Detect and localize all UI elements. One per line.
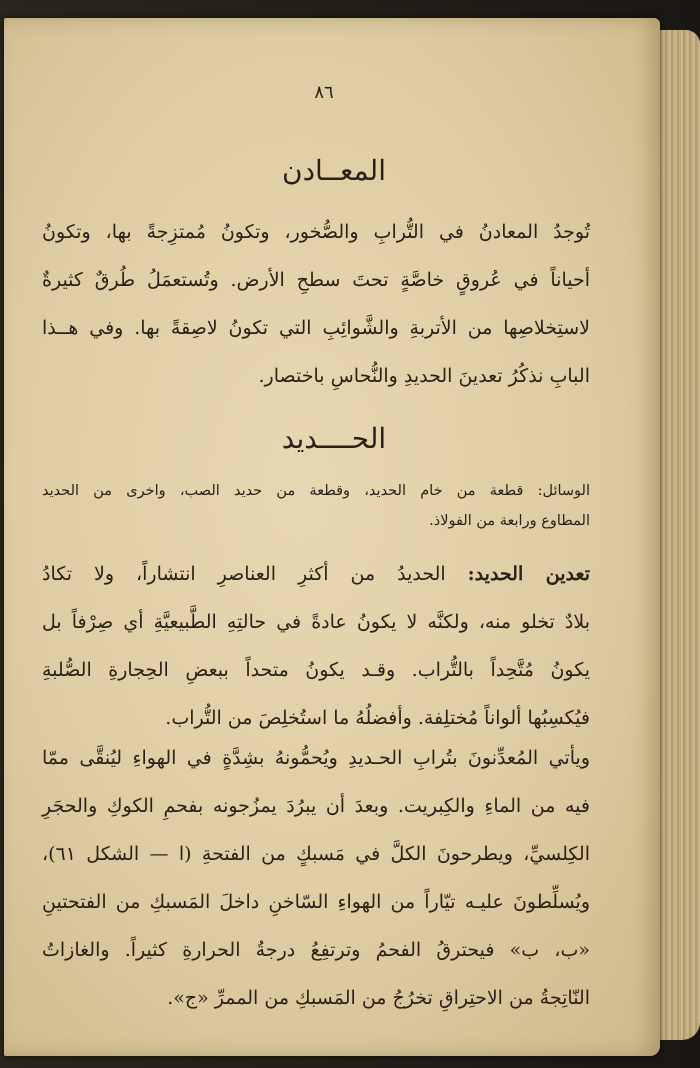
paragraph-line: بلادٌ تخلو منه، ولكنَّه لا يكونُ عادةً في حالتِهِ الطَّبيعيَّةِ أي صِرْفاً بل [42, 611, 590, 633]
book-page [4, 18, 660, 1056]
iron-mining-paragraph [42, 550, 590, 742]
section-title-iron: الحــــديد [281, 422, 387, 455]
paragraph-line-text: الحديدُ من أكثرِ العناصرِ انتشاراً، ولا تكادُ [42, 563, 446, 585]
paragraph-line: لاستِخلاصِها من الأتربةِ والشَّوائِبِ التي تكونُ لاصِقةً بها. وفي هــذا [42, 317, 590, 339]
paragraph-line: فيه من الماءِ والكِبريت. وبعدَ أن يبرُدَ يمزُجونه بفحمِ الكوكِ والحجَرِ [42, 795, 590, 817]
paragraph-line: أحياناً في عُروقٍ خاصَّةٍ تحتَ سطحِ الأرض. وتُستعمَلُ طُرقٌ كثيرةٌ [42, 269, 590, 291]
paragraph-line: «ب، ب» فيحترقُ الفحمُ وترتفِعُ درجةُ الحرارةِ كثيراً. والغازاتُ [42, 939, 590, 961]
materials-note [42, 476, 590, 536]
paragraph-lead: تعدين الحديد: [467, 563, 590, 585]
paragraph-line: فيُكسِبُها ألواناً مُختلِفة. وأفضلُهُ ما استُخلِصَ من التُّراب. [165, 707, 590, 729]
section-title-minerals: المعــادن [282, 154, 386, 187]
paragraph-line: البابِ نذكُرُ تعدينَ الحديدِ والنُّحاسِ باختصار. [258, 365, 590, 387]
page-number: ٨٦ [314, 82, 334, 103]
paragraph-line [42, 550, 590, 598]
note-line: الوسائل: قطعة من خام الحديد، وقطعة من حديد الصب، واخرى من الحديد [42, 483, 590, 499]
paragraph-line: ويأتي المُعدِّنونَ بتُرابِ الحـديدِ ويُحمُّونهُ بشِدَّةٍ في الهواءِ ليُنقَّى ممّا [42, 747, 590, 769]
paragraph-line: ويُسلِّطونَ عليـه تيّاراً من الهواءِ السّاخنِ داخلَ المَسبكِ من الفتحتينِ [42, 891, 590, 913]
note-line: المطاوع ورابعة من الفولاذ. [429, 513, 590, 529]
minerals-paragraph [42, 208, 590, 400]
paragraph-line: يكونُ مُتَّحِداً بالتُّراب. وقـد يكونُ متحداً ببعضِ الحِجارةِ الصُّلبةِ [42, 659, 590, 681]
iron-process-paragraph [42, 734, 590, 1022]
paragraph-line: الكِلسيِّ، ويطرحونَ الكلَّ في مَسبكٍ من الفتحةِ (ا — الشكل ٦١)، [42, 843, 590, 865]
paragraph-line: تُوجدُ المعادنُ في التُّرابِ والصُّخور، وتكونُ مُمتزِجةً بها، وتكونُ [42, 221, 590, 243]
paragraph-line: النّاتِجةُ من الاحتِراقِ تخرُجُ من المَسبكِ من الممرِّ «ج». [167, 987, 590, 1009]
